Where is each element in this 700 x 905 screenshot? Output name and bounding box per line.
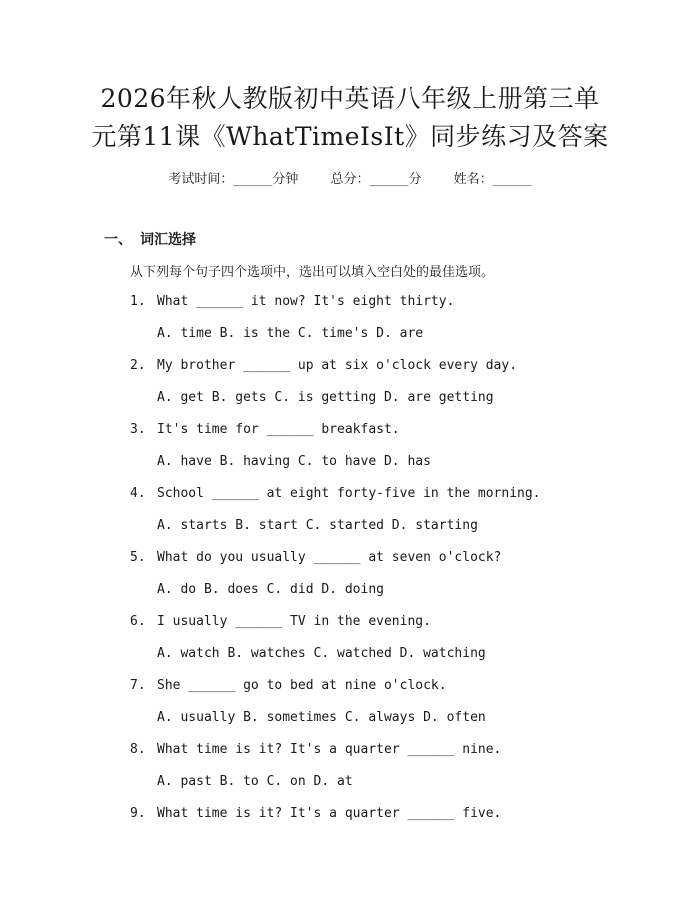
question-text: What do you usually ______ at seven o'clock? [157,550,502,565]
question-item [130,420,650,484]
question-options: A. do B. does C. did D. doing [157,582,384,597]
question-options: A. have B. having C. to have D. has [157,454,431,469]
name-field: 姓名：______ [453,172,532,187]
question-text: She ______ go to bed at nine o'clock. [157,678,447,693]
question-item [130,292,650,356]
question-number: 2. [130,358,146,373]
question-options: A. starts B. start C. started D. starting [157,518,478,533]
question-number: 7. [130,678,146,693]
question-item [130,676,650,740]
question-number: 9. [130,806,146,821]
question-text: I usually ______ TV in the evening. [157,614,431,629]
exam-time-field: 考试时间：______分钟 [168,172,299,187]
question-item [130,740,650,804]
question-line [130,548,650,580]
question-item [130,484,650,548]
question-number: 5. [130,550,146,565]
exam-meta [0,168,700,187]
question-item [130,356,650,420]
question-number: 4. [130,486,146,501]
question-line [130,676,650,708]
question-line [130,612,650,644]
question-options: A. usually B. sometimes C. always D. often [157,710,486,725]
question-line [130,740,650,772]
question-text: What time is it? It's a quarter ______ five. [157,806,502,821]
question-number: 3. [130,422,146,437]
question-options: A. time B. is the C. time's D. are [157,326,424,341]
question-line [130,420,650,452]
question-line [130,356,650,388]
question-number: 1. [130,294,146,309]
question-options: A. watch B. watches C. watched D. watching [157,646,486,661]
title-line-1: 2026年秋人教版初中英语八年级上册第三单 [100,84,600,113]
section-instruction: 从下列每个句子四个选项中，选出可以填入空白处的最佳选项。 [130,265,495,280]
document-title [70,80,630,156]
question-options: A. past B. to C. on D. at [157,774,353,789]
question-text: My brother ______ up at six o'clock every day. [157,358,518,373]
question-line [130,292,650,324]
question-number: 6. [130,614,146,629]
question-text: School ______ at eight forty-five in the morning. [157,486,541,501]
question-item [130,612,650,676]
question-line [130,484,650,516]
section-number: 一、 [104,232,132,248]
question-list [130,292,650,836]
question-item [130,804,650,836]
total-score-field: 总分：______分 [330,172,422,187]
section-title: 词汇选择 [140,232,196,248]
question-line [130,804,650,836]
question-text: It's time for ______ breakfast. [157,422,400,437]
question-number: 8. [130,742,146,757]
title-line-2: 元第11课《WhatTimeIsIt》同步练习及答案 [91,122,609,151]
question-item [130,548,650,612]
question-options: A. get B. gets C. is getting D. are getting [157,390,494,405]
question-text: What time is it? It's a quarter ______ nine. [157,742,502,757]
section-heading [104,229,196,249]
question-text: What ______ it now? It's eight thirty. [157,294,455,309]
